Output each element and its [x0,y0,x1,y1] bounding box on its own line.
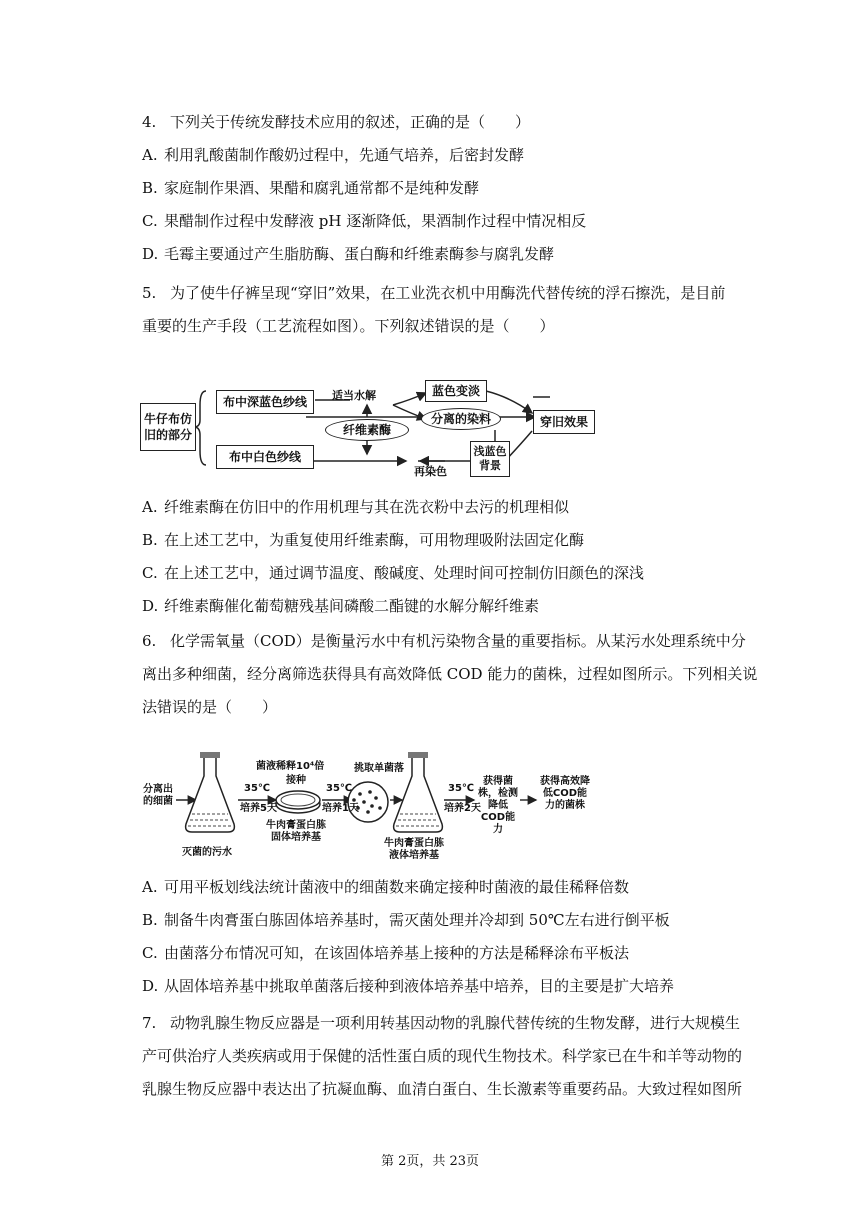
q5-result-box: 穿旧效果 [533,410,595,434]
q6-option-a[interactable]: A. 可用平板划线法统计菌液中的细菌数来确定接种时菌液的最佳稀释倍数 [142,878,630,896]
q5-dark-yarn-box: 布中深蓝色纱线 [216,390,314,414]
q6-stem-line2: 离出多种细菌，经分离筛选获得具有高效降低 COD 能力的菌株，过程如图所示。下列相关说 [142,665,758,683]
q6-flask2-label: 牛肉膏蛋白胨液体培养基 [384,838,444,861]
q6-flask1-label: 灭菌的污水 [182,847,232,858]
q5-number: 5. [142,284,157,302]
q7-stem-line3: 乳腺生物反应器中表达出了抗凝血酶、血清白蛋白、生长激素等重要药品。大致过程如图所 [142,1080,743,1098]
q4-option-d[interactable]: D. 毛霉主要通过产生脂肪酶、蛋白酶和纤维素酶参与腐乳发酵 [142,245,555,263]
q6-temp1-label: 35℃ [244,783,271,794]
q6-culture1-label: 培养5天 [240,803,277,814]
q6-temp2-label: 35℃ [326,783,353,794]
q6-number: 6. [142,632,157,650]
q4-option-a[interactable]: A. 利用乳酸菌制作酸奶过程中，先通气培养，后密封发酵 [142,146,525,164]
q4-stem-text: 下列关于传统发酵技术应用的叙述，正确的是（ ） [170,113,531,131]
q6-temp3-label: 35℃ [448,783,475,794]
q6-option-d[interactable]: D. 从固体培养基中挑取单菌落后接种到液体培养基中培养，目的主要是扩大培养 [142,977,675,995]
q7-stem-line1: 7. 动物乳腺生物反应器是一项利用转基因动物的乳腺代替传统的生物发酵，进行大规模生 [142,1014,741,1032]
q6-culture3-label: 培养2天 [444,803,481,814]
q6-stem-line3: 法错误的是（ ） [142,698,278,716]
q6-process-diagram [140,752,680,870]
q5-fade-box: 蓝色变淡 [425,380,487,402]
q5-flow-diagram [140,375,600,480]
q5-dye-ellipse: 分离的染料 [421,408,501,430]
q5-option-d[interactable]: D. 纤维素酶催化葡萄糖残基间磷酸二酯键的水解分解纤维素 [142,597,540,615]
q5-source-box: 牛仔布仿旧的部分 [140,403,196,451]
q6-final-label: 获得高效降低COD能力的菌株 [540,776,590,811]
q5-option-b[interactable]: B. 在上述工艺中，为重复使用纤维素酶，可用物理吸附法固定化酶 [142,531,585,549]
q6-pick-label: 挑取单菌落 [354,763,404,774]
q6-start-label: 分离出的细菌 [143,784,173,807]
q7-stem-line2: 产可供治疗人类疾病或用于保健的活性蛋白质的现代生物技术。科学家已在牛和羊等动物的 [142,1047,743,1065]
q5-hydrolysis-label: 适当水解 [332,389,376,402]
flask-1-icon [186,752,235,832]
q5-white-yarn-box: 布中白色纱线 [216,445,314,469]
q5-cellulase-ellipse: 纤维素酶 [325,419,409,441]
q6-option-b[interactable]: B. 制备牛肉膏蛋白胨固体培养基时，需灭菌处理并冷却到 50℃左右进行倒平板 [142,911,670,929]
q6-plate-label: 牛肉膏蛋白胨固体培养基 [266,820,326,843]
q5-stem-line2: 重要的生产手段（工艺流程如图）。下列叙述错误的是（ ） [142,317,555,335]
q6-inoculate-label: 接种 [286,775,306,786]
q4-stem [142,112,530,132]
q5-option-a[interactable]: A. 纤维素酶在仿旧中的作用机理与其在洗衣粉中去污的机理相似 [142,498,570,516]
petri-dish-icon [276,791,320,813]
q5-stem-line1: 5. 为了使牛仔裤呈现“穿旧”效果，在工业洗衣机中用酶洗代替传统的浮石擦洗，是目前 [142,284,726,302]
q5-option-c[interactable]: C. 在上述工艺中，通过调节温度、酸碱度、处理时间可控制仿旧颜色的深浅 [142,564,645,582]
q4-option-c[interactable]: C. 果醋制作过程中发酵液 pH 逐渐降低，果酒制作过程中情况相反 [142,212,587,230]
q4-option-b[interactable]: B. 家庭制作果酒、果醋和腐乳通常都不是纯种发酵 [142,179,480,197]
q6-culture2-label: 培养1天 [322,803,359,814]
q7-number: 7. [142,1014,157,1032]
q6-option-c[interactable]: C. 由菌落分布情况可知，在该固体培养基上接种的方法是稀释涂布平板法 [142,944,630,962]
q6-dilute-label: 菌液稀释10⁴倍 [256,761,325,772]
q4-number: 4. [142,113,157,131]
page-footer: 第 2页，共 23页 [380,1154,480,1169]
q6-stem-line1: 6. 化学需氧量（COD）是衡量污水中有机污染物含量的重要指标。从某污水处理系统中分 [142,632,746,650]
q5-light-bg-box: 浅蓝色背景 [470,441,510,477]
q6-detect-label: 获得菌株，检测降低COD能力 [478,776,518,835]
q5-redye-label: 再染色 [414,465,447,478]
